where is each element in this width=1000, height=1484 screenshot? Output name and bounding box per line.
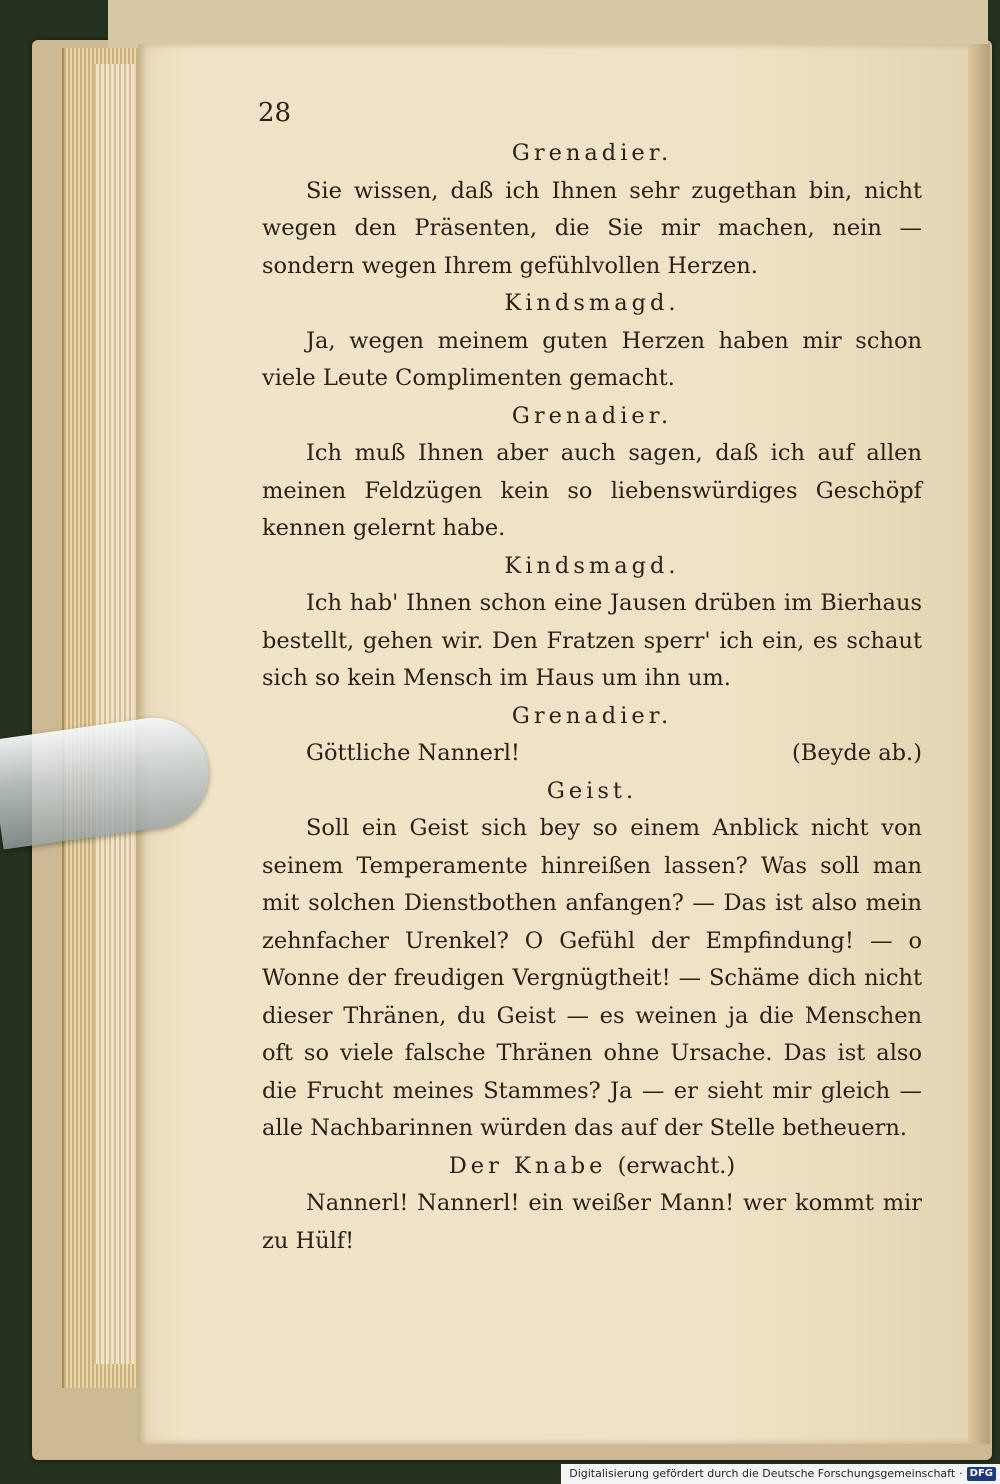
stage-direction: (Beyde ab.) [792, 740, 922, 766]
dialogue-paragraph: Ja, wegen meinem guten Herzen haben mir schon viele Leute Complimenten gemacht. [262, 327, 922, 391]
dialogue-line [262, 735, 922, 773]
dialogue-paragraph: Ich muß Ihnen aber auch sagen, daß ich auf allen meinen Feldzügen kein so liebenswürdiges Geschöpf kennen gelernt habe. [262, 440, 922, 541]
dialogue-text: Göttliche Nannerl! [306, 740, 520, 766]
footer-credit: Digitalisierung gefördert durch die Deutsche Forschungsgemeinschaft · DFG [561, 1464, 1000, 1484]
speaker-heading: Grenadier. [511, 702, 673, 729]
speaker-heading: Geist. [546, 777, 638, 804]
speaker-heading: Kindsmagd. [504, 290, 680, 316]
stage-direction: (erwacht.) [617, 1152, 736, 1179]
speaker-heading [262, 1148, 922, 1186]
speaker-heading: Kindsmagd. [504, 552, 680, 579]
dialogue-paragraph: Nannerl! Nannerl! ein weißer Mann! wer kommt mir zu Hülf! [262, 1190, 922, 1254]
dialogue-paragraph: Soll ein Geist sich bey so einem Anblick nicht von seinem Temperamente hinreißen lassen? Was soll man mit solchen Dienstbothen anfangen? — Das ist also mein zehnfacher Urenkel? O Gefühl der Empfindung! — o Wonne der freudigen Vergnügtheit! — Schäme dich nicht dieser Thränen, du Geist — es weinen ja die Menschen oft so viele falsche Thränen ohne Ursache. Das ist also die Frucht meines Stammes? Ja — er sieht mir gleich — alle Nachbarinnen würden das auf der Stelle betheuern. [262, 815, 922, 1141]
page-number: 28 [258, 98, 292, 128]
speaker-heading: Grenadier. [511, 402, 673, 429]
dfg-logo: DFG [967, 1467, 996, 1481]
page-right-edge [968, 44, 990, 1444]
dialogue-paragraph: Sie wissen, daß ich Ihnen sehr zugethan bin, nicht wegen den Präsenten, die Sie mir machen, nein — sondern wegen Ihrem gefühlvollen Herzen. [262, 177, 922, 279]
speaker-heading: Grenadier. [511, 140, 673, 166]
dialogue-paragraph: Ich hab' Ihnen schon eine Jausen drüben im Bierhaus bestellt, gehen wir. Den Fratzen sperr' ich ein, es schaut sich so kein Mensch im Haus um ihn um. [262, 590, 922, 691]
page-text [262, 135, 922, 1260]
speaker-name: Der Knabe [448, 1152, 618, 1179]
footer-text: Digitalisierung gefördert durch die Deutsche Forschungsgemeinschaft [569, 1467, 956, 1480]
page-edges-inner [94, 64, 134, 1364]
